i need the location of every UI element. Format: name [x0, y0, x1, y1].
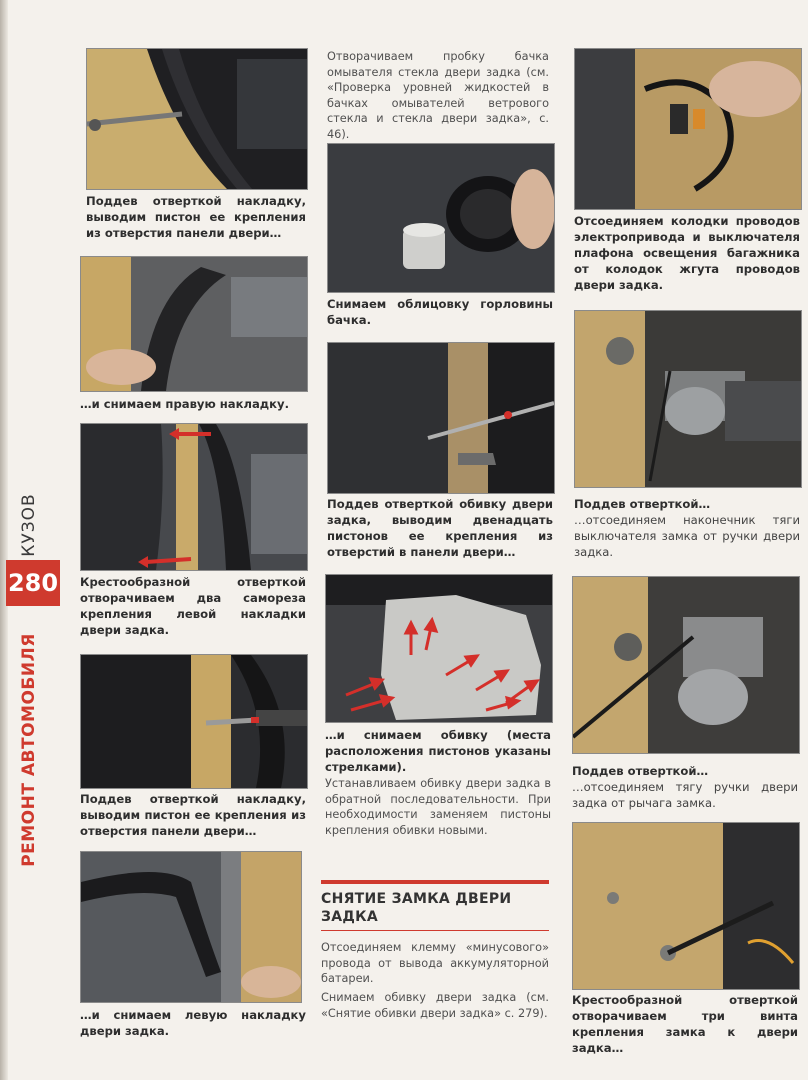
- section-rule: [321, 930, 549, 931]
- section-heading: [321, 880, 549, 931]
- photo-door-trim-removed: [325, 574, 553, 723]
- caption-col1-3: Крестообразной отверткой отворачиваем два самореза крепления левой накладки двери задка.: [80, 575, 306, 637]
- book-title: РЕМОНТ АВТОМОБИЛЯ: [19, 633, 39, 867]
- section-title: СНЯТИЕ ЗАМКА ДВЕРИ ЗАДКА: [321, 891, 512, 925]
- caption-col1-4: Поддев отверткой накладку, выводим пистон ее крепления из отверстия панели двери…: [80, 792, 306, 838]
- photo-left-trim-screws: [80, 423, 308, 571]
- caption-col1-2: …и снимаем правую накладку.: [80, 397, 289, 411]
- photo-lock-screws: [572, 822, 800, 990]
- install-text: Устанавливаем обивку двери задка в обратной последовательности. При необходимости заменяем пистоны крепления обивки новыми.: [325, 777, 551, 837]
- sidebar: [0, 0, 60, 1080]
- caption-col3-3-bold: Поддев отверткой…: [572, 764, 709, 778]
- photo-trim-pry: [86, 48, 308, 190]
- photo-right-trim-remove: [80, 256, 308, 392]
- caption-col3-2-bold: Поддев отверткой…: [574, 497, 711, 511]
- caption-col3-4: Крестообразной отверткой отворачиваем три винта крепления замка к двери задка…: [572, 993, 798, 1055]
- step-text-1: Отсоединяем клемму «минусового» провода от вывода аккумуляторной батареи.: [321, 941, 549, 985]
- caption-col3-2-text: …отсоединяем наконечник тяги выключателя замка от ручки двери задка.: [574, 513, 800, 559]
- photo-handle-rod: [572, 576, 800, 754]
- caption-col1-5: …и снимаем левую накладку двери задка.: [80, 1008, 306, 1038]
- photo-left-trim-pry: [80, 654, 308, 789]
- caption-col3-3: [572, 763, 798, 811]
- photo-connectors: [574, 48, 802, 210]
- caption-col2-3: …и снимаем обивку (места расположения пистонов указаны стрелками).: [325, 728, 551, 774]
- caption-col1-1: Поддев отверткой накладку, выводим пистон ее крепления из отверстия панели двери…: [86, 194, 306, 240]
- section-bar: [321, 880, 549, 884]
- photo-washer-neck: [327, 143, 555, 293]
- caption-col3-1: Отсоединяем колодки проводов электропривода и выключателя плафона освещения багажника от колодок жгута проводов двери задка.: [574, 214, 800, 292]
- caption-col2-2: Поддев отверткой обивку двери задка, выводим двенадцать пистонов ее крепления из отверстий в панели двери…: [327, 497, 553, 559]
- section-label: КУЗОВ: [19, 493, 39, 557]
- intro-text: Отворачиваем пробку бачка омывателя стекла двери задка (см. «Проверка уровней жидкостей в бачках омывателей ветрового стекла и стекла двери задка», с. 46).: [327, 50, 549, 141]
- page-number: 280: [6, 560, 60, 606]
- caption-col3-3-text: …отсоединяем тягу ручки двери задка от рычага замка.: [572, 780, 798, 810]
- caption-col3-2: [574, 496, 800, 560]
- step-text-2: Снимаем обивку двери задка (см. «Снятие обивки двери задка» с. 279).: [321, 991, 549, 1020]
- photo-lock-rod-switch: [574, 310, 802, 488]
- photo-left-trim-remove: [80, 851, 302, 1003]
- caption-col2-1: Снимаем облицовку горловины бачка.: [327, 297, 553, 327]
- photo-door-panel-pry: [327, 342, 555, 494]
